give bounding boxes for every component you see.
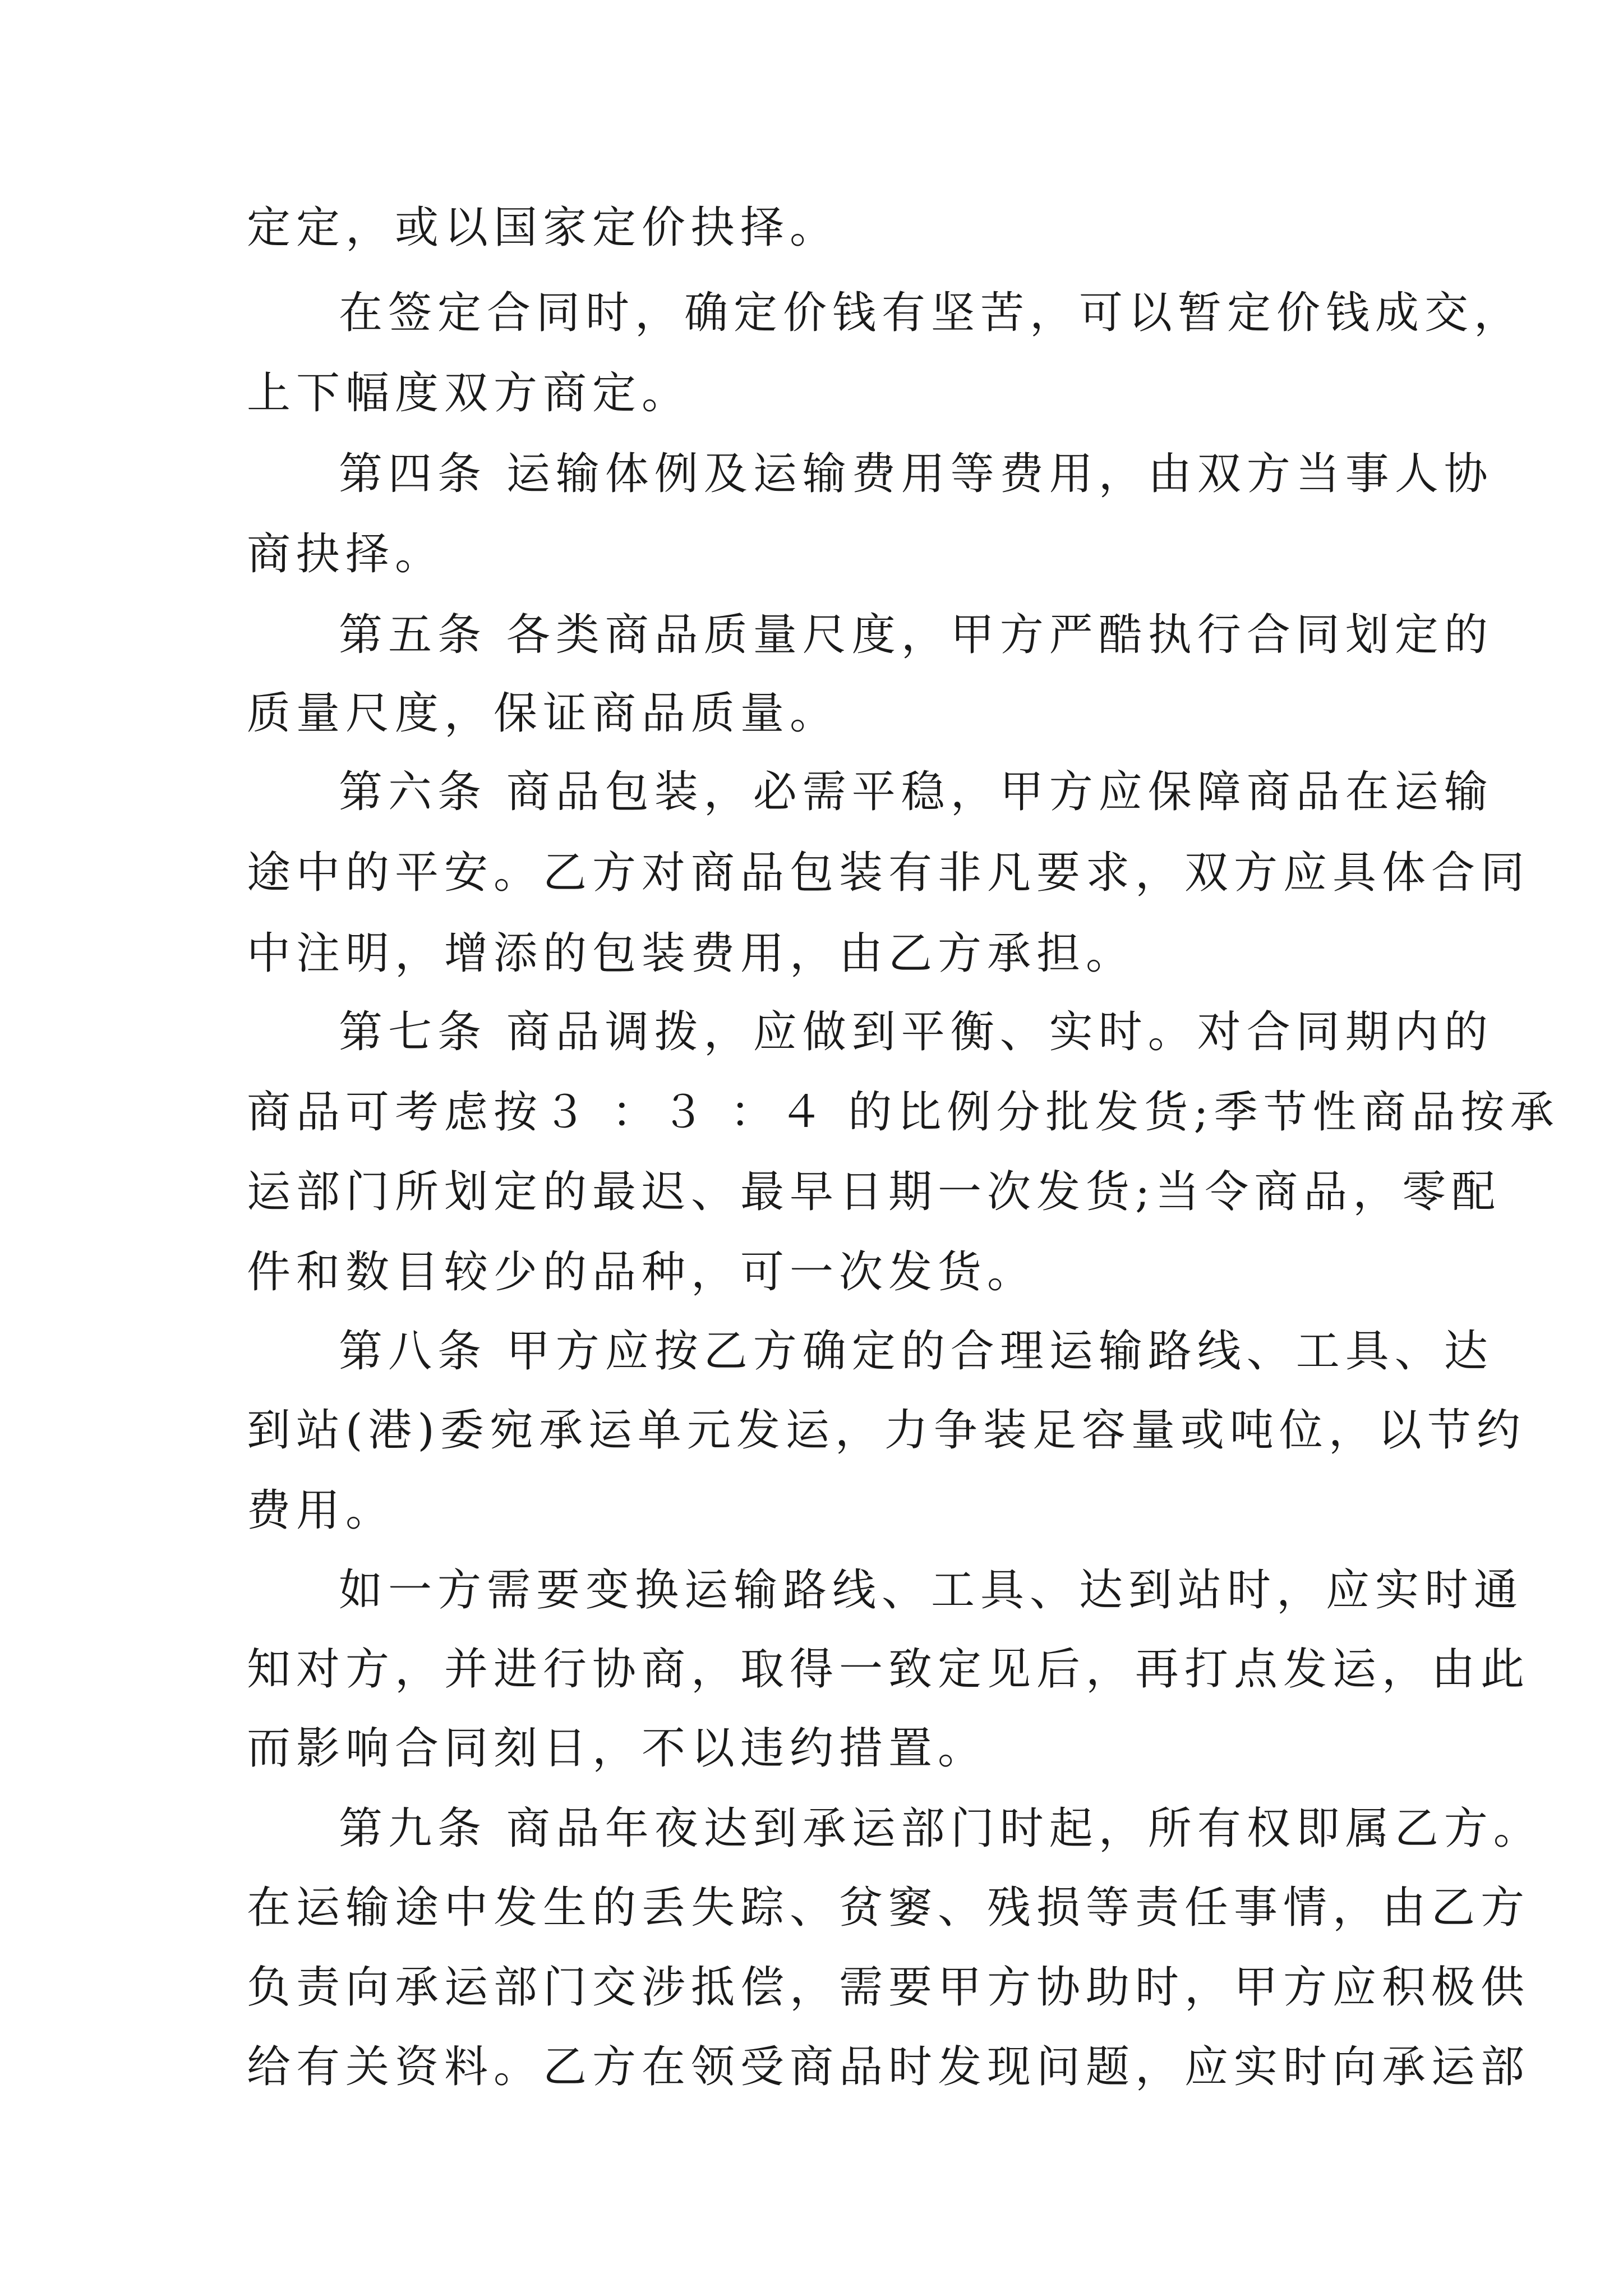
paragraph-line: 定定，或以国家定价抉择。 [247, 203, 840, 253]
paragraph-line: 商抉择。 [247, 529, 445, 579]
paragraph-line: 负责向承运部门交涉抵偿，需要甲方协助时，甲方应积极供 [247, 1962, 1530, 2013]
paragraph-line: 而影响合同刻日，不以违约措置。 [247, 1723, 988, 1774]
paragraph-line: 如一方需要变换运输路线、工具、达到站时，应实时通 [339, 1565, 1524, 1616]
paragraph-line: 给有关资料。乙方在领受商品时发现问题，应实时向承运部 [247, 2042, 1530, 2092]
paragraph-line: 知对方，并进行协商，取得一致定见后，再打点发运，由此 [247, 1644, 1530, 1695]
paragraph-line: 第九条 商品年夜达到承运部门时起，所有权即属乙方。 [339, 1803, 1543, 1854]
paragraph-line: 质量尺度，保证商品质量。 [247, 688, 840, 739]
paragraph-line: 到站(港)委宛承运单元发运，力争装足容量或吨位，以节约 [247, 1405, 1526, 1456]
paragraph-line: 件和数目较少的品种，可一次发货。 [247, 1247, 1037, 1297]
paragraph-line: 第七条 商品调拨，应做到平衡、实时。对合同期内的 [339, 1007, 1493, 1057]
paragraph-line: 第五条 各类商品质量尺度，甲方严酷执行合同划定的 [339, 610, 1493, 660]
paragraph-line: 第八条 甲方应按乙方确定的合理运输路线、工具、达 [339, 1326, 1493, 1377]
paragraph-line: 费用。 [247, 1485, 395, 1536]
paragraph-line: 运部门所划定的最迟、最早日期一次发货;当令商品，零配 [247, 1167, 1501, 1217]
paragraph-line: 在签定合同时，确定价钱有坚苦，可以暂定价钱成交， [339, 288, 1524, 338]
paragraph-line: 在运输途中发生的丢失踪、贫窭、残损等责任事情，由乙方 [247, 1883, 1530, 1933]
paragraph-line: 第六条 商品包装，必需平稳，甲方应保障商品在运输 [339, 767, 1493, 817]
paragraph-line: 途中的平安。乙方对商品包装有非凡要求，双方应具体合同 [247, 848, 1530, 898]
paragraph-line: 商品可考虑按３ ：３ ：４ 的比例分批发货;季节性商品按承 [247, 1087, 1560, 1138]
paragraph-line: 上下幅度双方商定。 [247, 368, 691, 418]
paragraph-line: 第四条 运输体例及运输费用等费用，由双方当事人协 [339, 449, 1493, 499]
paragraph-line: 中注明，增添的包装费用，由乙方承担。 [247, 928, 1136, 979]
